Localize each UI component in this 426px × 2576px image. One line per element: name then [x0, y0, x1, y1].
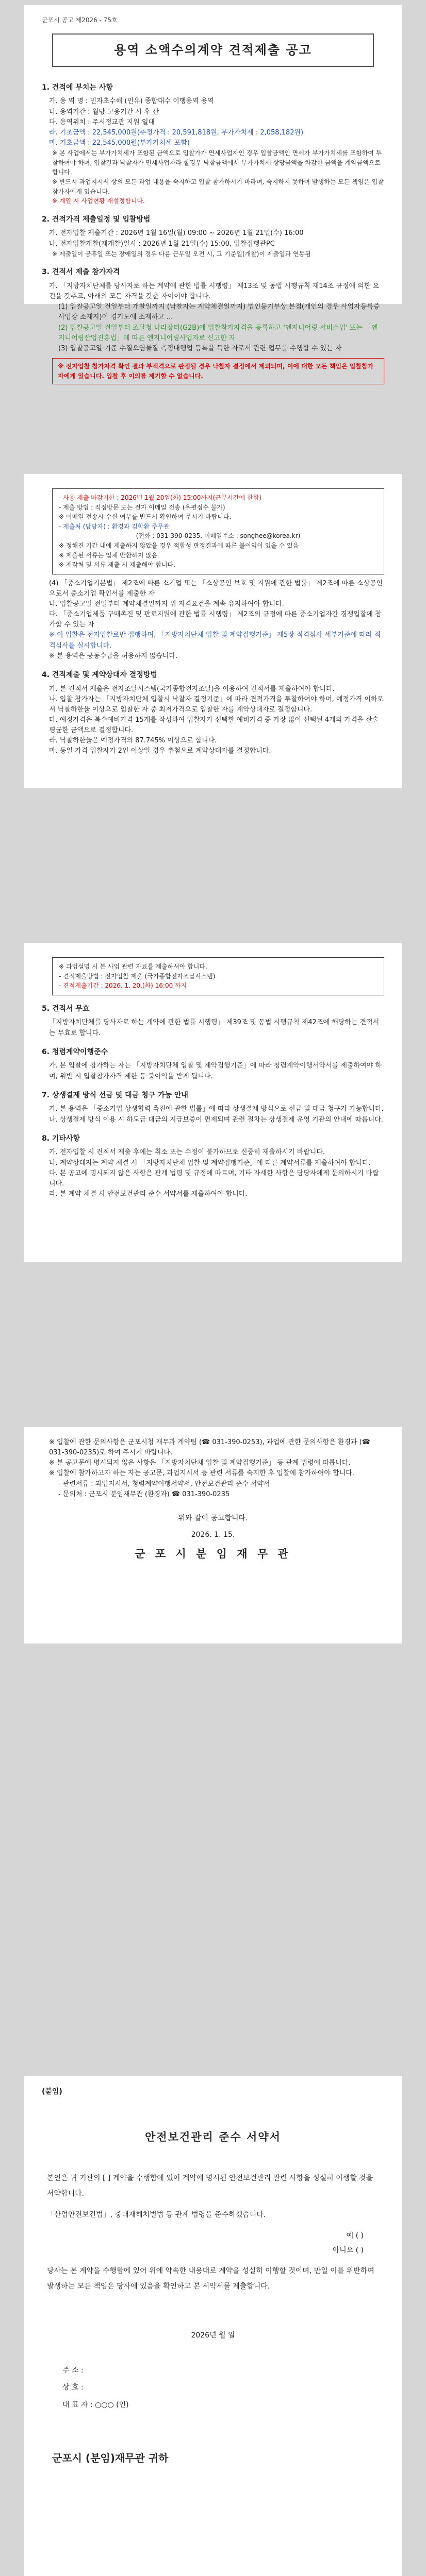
box-line: ※ 제작처 및 서류 제출 시 제출해야 합니다. — [59, 561, 176, 569]
section-heading: 4. 견적제출 및 계약상대자 결정방법 — [42, 670, 157, 679]
signer-company: 상 호 : — [62, 2383, 84, 2392]
text-line: 마. 동일 가격 입찰자가 2인 이상일 경우 추첨으로 계약상대자를 결정합니다. — [49, 747, 271, 755]
text-line: 다. 본 공고에 명시되지 않은 사항은 관계 법령 및 규정에 따르며, 기타 자세한 사항은 담당자에게 문의하시기 바랍니다. — [49, 1169, 379, 1188]
text-line: 가. 본 입찰에 참가하는 자는 「지방자치단체 입찰 및 계약집행기준」에 따라 청렴계약이행서약서를 제출하여야 하며, 위반 시 입찰참가자격 제한 등 불이익을 받게 됩니다. — [49, 1062, 382, 1080]
submission-box — [52, 488, 384, 574]
answer-no: 아니오 ( ) — [332, 2246, 364, 2255]
text-line: - 문의처 : 군포시 분임재무관 (환경과) ☎ 031-390-0235 — [58, 1490, 230, 1498]
box-line: - 제출처 (담당자) : 환경과 김학환 주무관 — [59, 522, 170, 530]
box-line: (전화 : 031-390-0235, 이메일주소 : songhee@korea.kr) — [136, 532, 301, 540]
page-4 — [24, 1427, 402, 1643]
section-heading: 1. 견적에 부치는 사항 — [42, 83, 113, 92]
text-line: 가. 「지방자치단체를 당사자로 하는 계약에 관한 법률 시행령」 제13조 및 동법 시행규칙 제14조 규정에 의한 요건을 갖추고, 아래의 모든 자격을 갖춘 자이어야 합니다. — [49, 282, 380, 301]
text-line: 「지방자치단체를 당사자로 하는 계약에 관한 법률 시행령」 제39조 및 동법 시행규칙 제42조에 해당하는 견적서는 무효로 합니다. — [49, 1019, 380, 1037]
note: ※ 제출일이 공휴일 또는 장애일의 경우 다음 근무일 오전 시, 그 기준일(개찰)이 제출일과 연동됨 — [52, 250, 311, 258]
text-line: 가. 본 용역은 「중소기업 상생협력 촉진에 관한 법률」에 따라 상생결제 방식으로 선금 및 대금 청구가 가능합니다. — [49, 1105, 384, 1113]
text-line: 마. 기초금액 : 22,545,000원(부가가치세 포함) — [49, 139, 190, 147]
text-line: 나. 용역기간 : 월당 고용기간 시 후 산 — [49, 108, 159, 116]
box-line: - 견적제출기간 : 2026. 1. 20.(화) 16:00 까지 — [59, 982, 187, 990]
note: ※ 본 사업에서는 부가가치세가 포함된 금액으로 입찰가가 면세사업자인 경우 입찰금액인 면세가 부가가치세를 포함하여 투찰하여야 하며, 입찰결과 낙찰자가 면세사업자라 할경우 낙찰금액에서 부가가치세 상당금액을 차감한 금액을 계약금액으로 합니다. — [52, 149, 382, 176]
box-line: - 견적제출방법 : 전자입찰 제출 (국가종합전자조달시스템) — [59, 972, 216, 980]
text-line: 가. 본 견적서 제출은 전자조달시스템(국가종합전자조달)을 이용하여 견적서를 제출하여야 합니다. — [49, 685, 335, 693]
box-line: - 제출 방법 : 직접방문 또는 전자 이메일 전송 (우편접수 불가) — [59, 503, 225, 511]
section-heading: 8. 기타사항 — [42, 1134, 80, 1143]
text-line: 가. 전자입찰 제출기간 : 2026년 1월 16일(월) 09:00 ~ 2026년 1월 21일(수) 16:00 — [49, 229, 304, 238]
text-line: ※ 이 입찰은 전자입찰로만 집행하며, 「지방자치단체 입찰 및 계약집행기준」 제5장 적격심사 세부기준에 따라 적격심사를 실시합니다. — [49, 631, 381, 650]
pledge-date: 2026년 월 일 — [191, 2331, 235, 2340]
section-heading: 3. 견적서 제출 참가자격 — [42, 268, 120, 277]
text-line: ※ 본 공고문에 명시되지 않은 사항은 「지방자치단체 입찰 및 계약집행기준」 등 관계 법령에 따릅니다. — [49, 1459, 351, 1467]
text-line: ※ 본 용역은 공동수급을 허용하지 않습니다. — [49, 652, 178, 660]
warning-box: ※ 전자입찰 참가자격 확인 결과 부적격으로 판정될 경우 낙찰자 결정에서 제외되며, 이에 대한 모든 책임은 입찰참가자에게 있습니다. 입찰 후 이의를 제기할 수 없습니다. — [52, 358, 384, 384]
answer-fields — [42, 2229, 364, 2258]
box-line: ※ 과업설명 시 본 사업 관련 자료를 제출하셔야 합니다. — [59, 963, 207, 970]
page-2 — [24, 474, 402, 788]
text-line: ※ 입찰에 관한 문의사항은 군포시청 재무과 계약팀 (☎ 031-390-0253), 과업에 관한 문의사항은 환경과 (☎ 031-390-0235)로 하여 주시기 바랍니다. — [49, 1438, 370, 1457]
pledge-text: 본인은 귀 기관의 [ ] 계약을 수행함에 있어 계약에 명시된 안전보건관리 관련 사항을 성실히 이행할 것을 서약합니다. — [47, 2174, 373, 2198]
text-line: 나. 입찰공고일 전일부터 계약체결일까지 위 자격요건을 계속 유지하여야 합니다. — [49, 600, 284, 608]
box-line: - 사용 제출 마감기한 : 2026년 1월 20일(화) 15:00까지(근무시간에 한함) — [59, 494, 261, 501]
page-5 — [24, 2076, 402, 2576]
text-line: 다. 예정가격은 복수예비가격 15개를 작성하여 입찰자가 선택한 예비가격 중 가장 많이 선택된 4개의 가격을 산술평균한 금액으로 결정합니다. — [49, 716, 379, 735]
pledge-text: 「산업안전보건법」, 중대재해처벌법 등 관계 법령을 준수하겠습니다. — [47, 2211, 266, 2219]
signer-rep: 대 표 자 : ○○○ (인) — [62, 2401, 129, 2410]
text-line: 나. 계약상대자는 계약 체결 시 「지방자치단체 입찰 및 계약집행기준」에 따른 계약서류를 제출하여야 합니다. — [49, 1159, 371, 1167]
text-line: 나. 입찰 참가자는 「지방자치단체 입찰시 낙찰자 결정기준」에 따라 견적가격을 투찰하여야 하며, 예정가격 이하로서 낙찰하한율 이상으로 입찰한 자 중 최저가격으로 입찰한 자를 계약상대자로 결정합니다. — [49, 695, 384, 714]
section-heading: 5. 견적서 무효 — [42, 1004, 90, 1013]
note: ※ 계열 시 사업현황 재설정합니다. — [52, 197, 145, 205]
text-line: 나. 상생결제 방식 이용 시 하도급 대금의 지급보증이 면제되며 관련 절차는 상생결제 운영 기관의 안내에 따릅니다. — [49, 1115, 383, 1124]
text-line: 가. 전자입찰 시 견적서 제출 후에는 취소 또는 수정이 불가하므로 신중히 제출하시기 바랍니다. — [49, 1148, 325, 1157]
text-line: 라. 본 계약 체결 시 안전보건관리 준수 서약서를 제출하여야 합니다. — [49, 1190, 248, 1198]
submission-box — [52, 957, 384, 995]
text-line: - 관련서류 : 과업지시서, 청렴계약이행서약서, 안전보건관리 준수 서약서 — [58, 1480, 270, 1488]
attachment-tag: (붙임) — [42, 2088, 62, 2096]
section-heading: 2. 견적가격 제출일정 및 입찰방법 — [42, 215, 151, 224]
notice-date: 2026. 1. 15. — [191, 1530, 235, 1539]
pledge-title: 안전보건관리 준수 서약서 — [145, 2130, 281, 2143]
box-line: ※ 이메일 전송시 수신 여부를 반드시 확인하여 주시기 바랍니다. — [59, 513, 232, 521]
signature: 군 포 시 분 임 재 무 관 — [135, 1548, 291, 1561]
text-line: ※ 입찰에 참가하고자 하는 자는 공고문, 과업지시서 등 관련 서류를 숙지한 후 입찰에 참가하여야 합니다. — [49, 1469, 354, 1478]
signer-block — [62, 2362, 384, 2414]
page-title: 용역 소액수의계약 견적제출 공고 — [52, 33, 374, 67]
text-line: 다. 용역위치 : 주시정교관 지원 일대 — [49, 118, 155, 126]
text-line: (2) 입찰공고일 전일부터 조달청 나라장터(G2B)에 입찰참가자격을 등록하고 '엔지니어링 서비스업' 또는 「엔지니어링산업진흥법」에 따른 엔지니어링사업자로 신고한 자 — [58, 324, 378, 342]
text-line: 라. 기초금액 : 22,545,000원(추정가격 : 20,591,818원, 부가가치세 : 2,058,182원) — [49, 128, 304, 137]
box-line: ※ 정해진 기간 내에 제출하지 않았을 경우 적합성 판정결과에 따른 불이익이 있을 수 있음 — [59, 541, 299, 549]
signer-address: 주 소 : — [62, 2366, 84, 2375]
text-line: 나. 전자입찰개찰(재개찰)일시 : 2026년 1월 21일(수) 15:00, 입찰집행관PC — [49, 240, 275, 248]
text-line: (3) 입찰공고일 기준 수질오염물질 측정대행업 등록을 득한 자로서 관련 업무를 수행할 수 있는 자 — [58, 344, 342, 352]
page-1 — [24, 5, 402, 380]
text-line: (1) 입찰공고일 전일부터 개찰일까지 (낙찰자는 계약체결일까지) 법인등기부상 본점(개인의 경우 사업자등록증 사업장 소재지)이 경기도에 소재하고 ... — [58, 303, 380, 321]
section-heading: 6. 청렴계약이행준수 — [42, 1047, 108, 1056]
text-line: 라. 낙찰하한율은 예정가격의 87.745% 이상으로 합니다. — [49, 737, 217, 745]
pledge-text: 당사는 본 계약을 수행함에 있어 위에 약속한 내용대로 계약을 성실히 이행할 것이며, 만일 이를 위반하여 발생하는 모든 책임은 당사에 있음을 확인하고 본 서약서를 제출합니다. — [47, 2267, 374, 2291]
text-line: 다. 「중소기업제품 구매촉진 및 판로지원에 관한 법률 시행령」 제2조의 규정에 따른 중소기업자간 경쟁입찰에 참가할 수 있는 자 — [49, 611, 382, 629]
addressee: 군포시 (분임)재무관 귀하 — [52, 2451, 169, 2464]
answer-yes: 예 ( ) — [346, 2232, 364, 2241]
text-line: (4) 「중소기업기본법」 제2조에 따른 소기업 또는 「소상공인 보호 및 지원에 관한 법률」 제2조에 따른 소상공인으로서 중소기업 확인서를 제출한 자 — [49, 579, 383, 598]
box-line: ※ 제출된 서류는 일체 반환하지 않음 — [59, 551, 158, 559]
section-heading: 7. 상생결제 방식 선금 및 대금 청구 가능 안내 — [42, 1091, 188, 1099]
page-3 — [24, 943, 402, 1262]
notice-number: 군포시 공고 제2026 - 75호 — [42, 16, 118, 24]
text-line: 가. 용 역 명 : 민자초수해 (민유) 종합대수 이행용역 용역 — [49, 97, 214, 106]
closing-text: 위와 같이 공고합니다. — [178, 1514, 248, 1522]
note: ※ 반드시 과업지시서 상의 모든 과업 내용을 숙지하고 입찰 참가하시기 바라며, 숙지하지 못하여 발생하는 모든 책임은 입찰참가자에게 있습니다. — [52, 178, 384, 195]
